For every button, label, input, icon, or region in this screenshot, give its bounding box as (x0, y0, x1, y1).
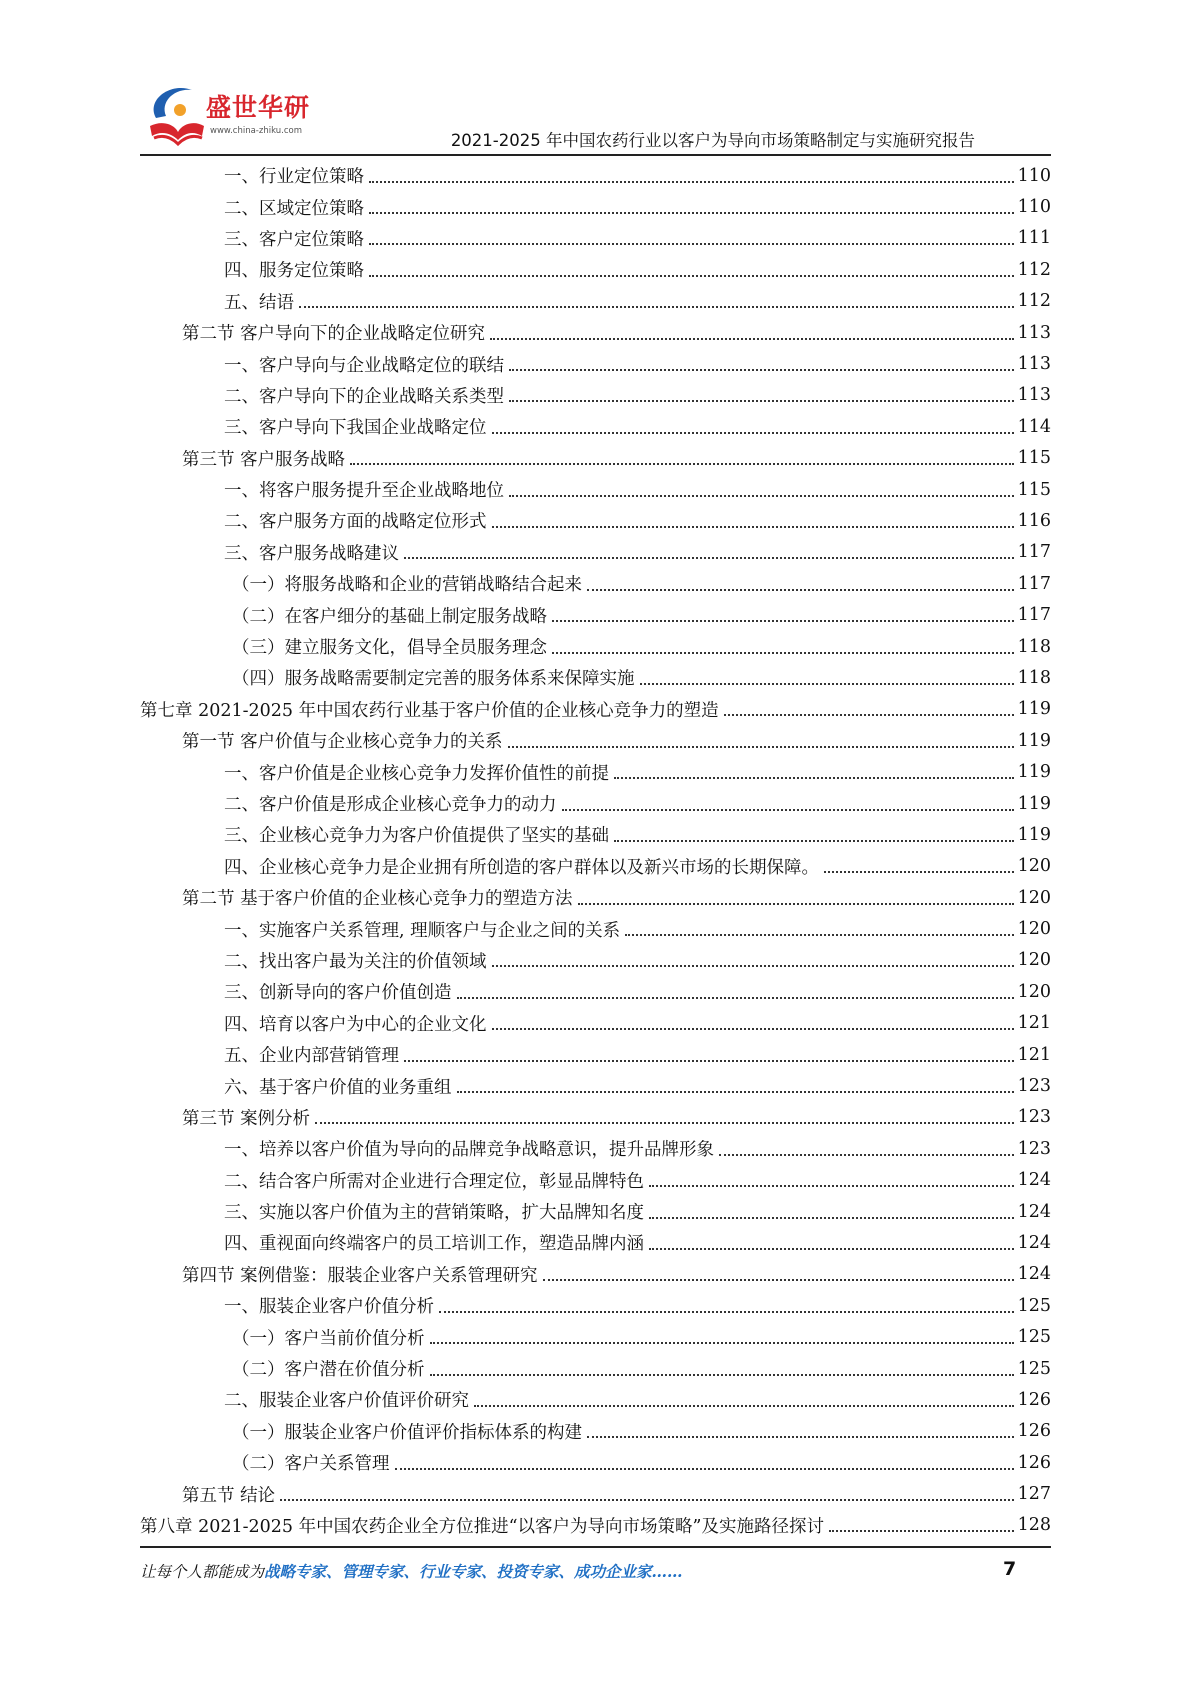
toc-entry-page: 125 (1017, 1327, 1051, 1348)
footer-slogan (140, 1560, 683, 1582)
toc-entry-title: （一）客户当前价值分析 (232, 1325, 428, 1350)
toc-leader-dots (457, 997, 1014, 999)
toc-entry[interactable] (140, 1321, 1051, 1352)
toc-entry[interactable] (140, 191, 1051, 222)
toc-entry-page: 125 (1017, 1295, 1051, 1316)
toc-entry-page: 121 (1017, 1013, 1051, 1034)
toc-leader-dots (587, 589, 1014, 591)
toc-entry[interactable] (140, 819, 1051, 850)
toc-leader-dots (543, 1279, 1014, 1281)
toc-leader-dots (562, 809, 1014, 811)
toc-entry-title: 三、客户服务战略建议 (224, 540, 402, 565)
toc-entry-page: 120 (1017, 950, 1051, 971)
toc-entry[interactable] (140, 788, 1051, 819)
toc-entry-title: 五、企业内部营销管理 (224, 1042, 402, 1067)
toc-entry-page: 119 (1017, 824, 1051, 845)
toc-entry[interactable] (140, 1008, 1051, 1039)
toc-entry-title: 二、服装企业客户价值评价研究 (224, 1387, 472, 1412)
toc-entry-page: 115 (1017, 448, 1051, 469)
toc-entry[interactable] (140, 1510, 1051, 1541)
toc-entry[interactable] (140, 1196, 1051, 1227)
toc-leader-dots (439, 1311, 1014, 1313)
toc-entry-page: 123 (1017, 1107, 1051, 1128)
toc-entry[interactable] (140, 1259, 1051, 1290)
toc-entry-title: 二、客户服务方面的战略定位形式 (224, 508, 490, 533)
toc-entry-title: （二）客户潜在价值分析 (232, 1356, 428, 1381)
toc-entry-title: 二、客户导向下的企业战略关系类型 (224, 383, 507, 408)
toc-entry-title: 第八章 2021-2025 年中国农药企业全方位推进“以客户为导向市场策略”及实施路径探讨 (140, 1513, 827, 1538)
toc-entry-page: 120 (1017, 856, 1051, 877)
toc-leader-dots (649, 1185, 1014, 1187)
toc-entry[interactable] (140, 568, 1051, 599)
toc-leader-dots (509, 369, 1014, 371)
toc-leader-dots (649, 1248, 1014, 1250)
toc-entry-page: 117 (1017, 542, 1051, 563)
toc-leader-dots (369, 275, 1014, 277)
toc-entry-title: 一、客户导向与企业战略定位的联结 (224, 352, 507, 377)
toc-entry[interactable] (140, 662, 1051, 693)
toc-leader-dots (552, 620, 1014, 622)
toc-entry-title: 第七章 2021-2025 年中国农药行业基于客户价值的企业核心竞争力的塑造 (140, 697, 722, 722)
toc-leader-dots (404, 1060, 1014, 1062)
toc-leader-dots (509, 495, 1014, 497)
toc-entry-title: 一、客户价值是企业核心竞争力发挥价值性的前提 (224, 760, 612, 785)
toc-entry[interactable] (140, 1447, 1051, 1478)
toc-entry-title: 一、培养以客户价值为导向的品牌竞争战略意识，提升品牌形象 (224, 1136, 717, 1161)
toc-entry[interactable] (140, 254, 1051, 285)
toc-entry-page: 110 (1017, 165, 1051, 186)
logo-text: 盛世华研 (206, 93, 311, 122)
table-of-contents (140, 160, 1051, 1541)
toc-entry-title: 一、实施客户关系管理, 理顺客户与企业之间的关系 (224, 917, 623, 942)
toc-leader-dots (614, 777, 1014, 779)
toc-entry-page: 119 (1017, 762, 1051, 783)
toc-leader-dots (492, 1028, 1014, 1030)
toc-entry-page: 113 (1017, 385, 1051, 406)
toc-entry-title: 一、行业定位策略 (224, 163, 367, 188)
toc-leader-dots (492, 526, 1014, 528)
toc-entry-page: 126 (1017, 1452, 1051, 1473)
toc-entry[interactable] (140, 976, 1051, 1007)
toc-leader-dots (724, 714, 1014, 716)
toc-leader-dots (587, 1436, 1014, 1438)
toc-entry-title: （一）将服务战略和企业的营销战略结合起来 (232, 571, 585, 596)
toc-entry-page: 114 (1017, 416, 1051, 437)
toc-entry[interactable] (140, 913, 1051, 944)
toc-entry-page: 128 (1017, 1515, 1051, 1536)
toc-leader-dots (404, 557, 1014, 559)
toc-leader-dots (492, 965, 1014, 967)
toc-entry[interactable] (140, 1353, 1051, 1384)
toc-entry-title: 第二节 基于客户价值的企业核心竞争力的塑造方法 (182, 885, 576, 910)
toc-entry-page: 120 (1017, 981, 1051, 1002)
toc-entry-title: 三、企业核心竞争力为客户价值提供了坚实的基础 (224, 822, 612, 847)
toc-entry[interactable] (140, 694, 1051, 725)
toc-entry-page: 120 (1017, 887, 1051, 908)
toc-entry[interactable] (140, 1102, 1051, 1133)
toc-entry-page: 113 (1017, 322, 1051, 343)
toc-leader-dots (640, 683, 1014, 685)
toc-entry-page: 112 (1017, 259, 1051, 280)
toc-leader-dots (369, 212, 1014, 214)
toc-leader-dots (369, 243, 1014, 245)
toc-entry-title: 四、培育以客户为中心的企业文化 (224, 1011, 490, 1036)
slogan-prefix: 让每个人都能成为 (140, 1563, 265, 1581)
toc-entry-page: 116 (1017, 510, 1051, 531)
toc-entry[interactable] (140, 725, 1051, 756)
toc-entry-title: 第二节 客户导向下的企业战略定位研究 (182, 320, 488, 345)
toc-entry-page: 115 (1017, 479, 1051, 500)
toc-entry-title: 一、服装企业客户价值分析 (224, 1293, 437, 1318)
toc-leader-dots (369, 181, 1014, 183)
toc-leader-dots (350, 463, 1014, 465)
toc-leader-dots (829, 1530, 1014, 1532)
toc-entry-page: 124 (1017, 1232, 1051, 1253)
toc-entry-page: 126 (1017, 1389, 1051, 1410)
toc-leader-dots (315, 1122, 1014, 1124)
toc-entry-title: 第三节 客户服务战略 (182, 446, 348, 471)
toc-entry[interactable] (140, 1133, 1051, 1164)
toc-leader-dots (430, 1374, 1014, 1376)
toc-leader-dots (490, 338, 1014, 340)
footer-divider (140, 1546, 1051, 1548)
toc-entry[interactable] (140, 411, 1051, 442)
toc-entry[interactable] (140, 1384, 1051, 1415)
toc-leader-dots (824, 871, 1014, 873)
toc-entry-title: 四、重视面向终端客户的员工培训工作，塑造品牌内涵 (224, 1230, 647, 1255)
toc-entry[interactable] (140, 1227, 1051, 1258)
toc-entry-page: 118 (1017, 636, 1051, 657)
toc-entry-page: 119 (1017, 730, 1051, 751)
toc-entry-title: 二、区域定位策略 (224, 195, 367, 220)
toc-entry[interactable] (140, 1165, 1051, 1196)
report-title: 2021-2025 年中国农药行业以客户为导向市场策略制定与实施研究报告 (450, 131, 975, 150)
logo-emblem-icon (140, 80, 210, 150)
toc-entry-title: （三）建立服务文化，倡导全员服务理念 (232, 634, 550, 659)
toc-entry-page: 126 (1017, 1421, 1051, 1442)
toc-entry-page: 113 (1017, 354, 1051, 375)
toc-entry-title: （二）客户关系管理 (232, 1450, 393, 1475)
toc-entry[interactable] (140, 348, 1051, 379)
toc-leader-dots (614, 840, 1014, 842)
company-logo (140, 80, 340, 150)
toc-entry-title: 三、客户导向下我国企业战略定位 (224, 414, 490, 439)
toc-entry-page: 112 (1017, 291, 1051, 312)
toc-entry-title: 四、服务定位策略 (224, 257, 367, 282)
toc-entry[interactable] (140, 945, 1051, 976)
toc-entry-title: （二）在客户细分的基础上制定服务战略 (232, 603, 550, 628)
toc-entry-page: 120 (1017, 919, 1051, 940)
toc-entry[interactable] (140, 286, 1051, 317)
toc-entry-title: 三、实施以客户价值为主的营销策略，扩大品牌知名度 (224, 1199, 647, 1224)
toc-entry-page: 119 (1017, 793, 1051, 814)
slogan-highlight: 战略专家、管理专家、行业专家、投资专家、成功企业家…… (264, 1562, 683, 1581)
toc-entry-page: 119 (1017, 699, 1051, 720)
toc-entry[interactable] (140, 160, 1051, 191)
toc-entry-title: 第四节 案例借鉴：服装企业客户关系管理研究 (182, 1262, 541, 1287)
toc-entry-page: 121 (1017, 1044, 1051, 1065)
toc-leader-dots (508, 746, 1014, 748)
toc-leader-dots (492, 432, 1014, 434)
toc-entry-title: 六、基于客户价值的业务重组 (224, 1074, 455, 1099)
toc-entry-title: 二、客户价值是形成企业核心竞争力的动力 (224, 791, 560, 816)
toc-entry[interactable] (140, 474, 1051, 505)
toc-entry-title: 三、创新导向的客户价值创造 (224, 979, 455, 1004)
toc-entry-title: 五、结语 (224, 289, 297, 314)
toc-entry[interactable] (140, 631, 1051, 662)
toc-entry[interactable] (140, 505, 1051, 536)
toc-entry-page: 127 (1017, 1484, 1051, 1505)
toc-entry[interactable] (140, 1290, 1051, 1321)
toc-entry-title: （一）服装企业客户价值评价指标体系的构建 (232, 1419, 585, 1444)
toc-leader-dots (457, 1091, 1014, 1093)
toc-entry-page: 118 (1017, 667, 1051, 688)
toc-entry[interactable] (140, 599, 1051, 630)
logo-url: www.china-zhiku.com (210, 126, 302, 136)
toc-leader-dots (719, 1154, 1014, 1156)
page-header (0, 0, 1191, 160)
toc-leader-dots (430, 1342, 1014, 1344)
toc-entry-title: 三、客户定位策略 (224, 226, 367, 251)
toc-entry-title: 四、企业核心竞争力是企业拥有所创造的客户群体以及新兴市场的长期保障。 (224, 854, 822, 879)
toc-entry-title: （四）服务战略需要制定完善的服务体系来保障实施 (232, 665, 638, 690)
toc-entry[interactable] (140, 443, 1051, 474)
toc-leader-dots (280, 1499, 1014, 1501)
toc-entry[interactable] (140, 851, 1051, 882)
toc-leader-dots (474, 1405, 1014, 1407)
toc-entry-title: 第五节 结论 (182, 1482, 278, 1507)
toc-entry[interactable] (140, 882, 1051, 913)
toc-entry[interactable] (140, 1070, 1051, 1101)
toc-leader-dots (625, 934, 1013, 936)
toc-entry[interactable] (140, 756, 1051, 787)
toc-entry-page: 124 (1017, 1201, 1051, 1222)
toc-entry-page: 124 (1017, 1170, 1051, 1191)
toc-entry-title: 二、结合客户所需对企业进行合理定位，彰显品牌特色 (224, 1168, 647, 1193)
toc-entry[interactable] (140, 1416, 1051, 1447)
toc-entry-page: 123 (1017, 1138, 1051, 1159)
toc-entry[interactable] (140, 223, 1051, 254)
toc-entry-title: 第一节 客户价值与企业核心竞争力的关系 (182, 728, 506, 753)
toc-entry[interactable] (140, 380, 1051, 411)
page-number: 7 (1003, 1558, 1017, 1580)
toc-entry-title: 一、将客户服务提升至企业战略地位 (224, 477, 507, 502)
toc-entry[interactable] (140, 1478, 1051, 1509)
toc-entry-page: 123 (1017, 1076, 1051, 1097)
toc-entry-title: 二、找出客户最为关注的价值领域 (224, 948, 490, 973)
toc-entry-page: 124 (1017, 1264, 1051, 1285)
header-divider (140, 154, 1051, 156)
toc-entry[interactable] (140, 1039, 1051, 1070)
toc-entry-page: 117 (1017, 573, 1051, 594)
toc-entry-page: 125 (1017, 1358, 1051, 1379)
toc-leader-dots (552, 652, 1014, 654)
toc-entry[interactable] (140, 537, 1051, 568)
toc-leader-dots (649, 1217, 1014, 1219)
toc-entry-page: 111 (1017, 228, 1051, 249)
toc-leader-dots (299, 306, 1014, 308)
toc-leader-dots (395, 1468, 1014, 1470)
toc-entry[interactable] (140, 317, 1051, 348)
toc-leader-dots (509, 400, 1014, 402)
toc-entry-title: 第三节 案例分析 (182, 1105, 313, 1130)
toc-leader-dots (578, 903, 1014, 905)
toc-entry-page: 110 (1017, 197, 1051, 218)
toc-entry-page: 117 (1017, 605, 1051, 626)
